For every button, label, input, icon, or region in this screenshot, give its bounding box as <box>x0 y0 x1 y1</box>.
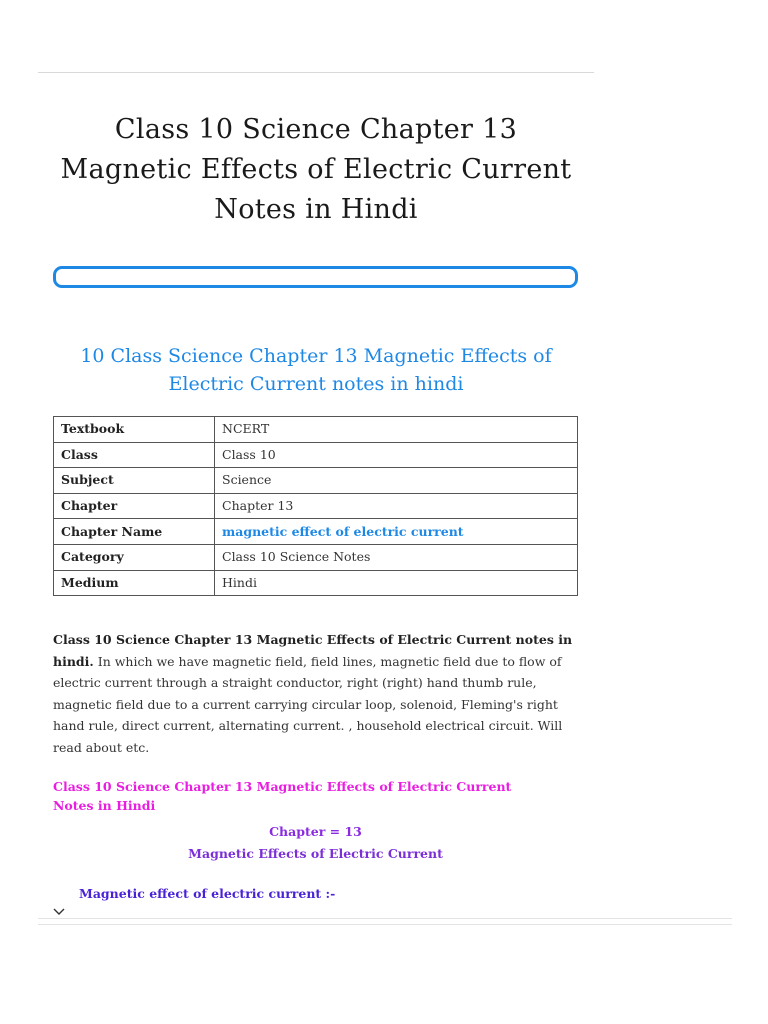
table-row <box>54 468 578 494</box>
expand-button[interactable] <box>51 903 67 919</box>
intro-text: In which we have magnetic field, field lines, magnetic field due to flow of electric current through a straight conductor, right (right) hand thumb rule, magnetic field due to a current carrying circular loop, solenoid, Fleming's right hand rule, direct current, alternating current. , household electrical circuit. Will read about etc. <box>53 653 563 755</box>
table-of-contents-box[interactable] <box>53 266 578 288</box>
row-value: Chapter 13 <box>215 493 578 519</box>
notes-heading: Class 10 Science Chapter 13 Magnetic Effects of Electric Current Notes in Hindi <box>53 779 512 813</box>
chevron-down-icon <box>51 903 67 919</box>
row-key: Subject <box>54 468 215 494</box>
table-row <box>54 519 578 545</box>
chapter-number: Chapter = 13 <box>269 824 362 839</box>
row-value: Hindi <box>215 570 578 596</box>
chapter-subtitle: Magnetic Effects of Electric Current <box>188 846 443 861</box>
table-row <box>54 417 578 443</box>
intro-bold: Class 10 Science Chapter 13 Magnetic Effects of Electric Current notes in hindi. <box>53 632 573 669</box>
row-key: Class <box>54 442 215 468</box>
info-table <box>53 416 578 596</box>
table-row <box>54 544 578 570</box>
row-key: Chapter Name <box>54 519 215 545</box>
table-row <box>54 493 578 519</box>
row-value: Class 10 <box>215 442 578 468</box>
intro-paragraph <box>53 629 578 759</box>
magnetic-effect-heading: Magnetic effect of electric current :- <box>79 886 336 901</box>
row-value: Class 10 Science Notes <box>215 544 578 570</box>
table-row <box>54 570 578 596</box>
page-title: Class 10 Science Chapter 13 Magnetic Effects of Electric Current Notes in Hindi <box>60 114 572 225</box>
section-heading: 10 Class Science Chapter 13 Magnetic Effects of Electric Current notes in hindi <box>80 345 552 395</box>
row-key: Medium <box>54 570 215 596</box>
row-key: Textbook <box>54 417 215 443</box>
row-value: Science <box>215 468 578 494</box>
row-key: Chapter <box>54 493 215 519</box>
top-divider <box>38 72 594 73</box>
row-value: NCERT <box>215 417 578 443</box>
row-key: Category <box>54 544 215 570</box>
chapter-name-link[interactable]: magnetic effect of electric current <box>215 519 578 545</box>
table-row <box>54 442 578 468</box>
bottom-divider <box>38 918 732 925</box>
